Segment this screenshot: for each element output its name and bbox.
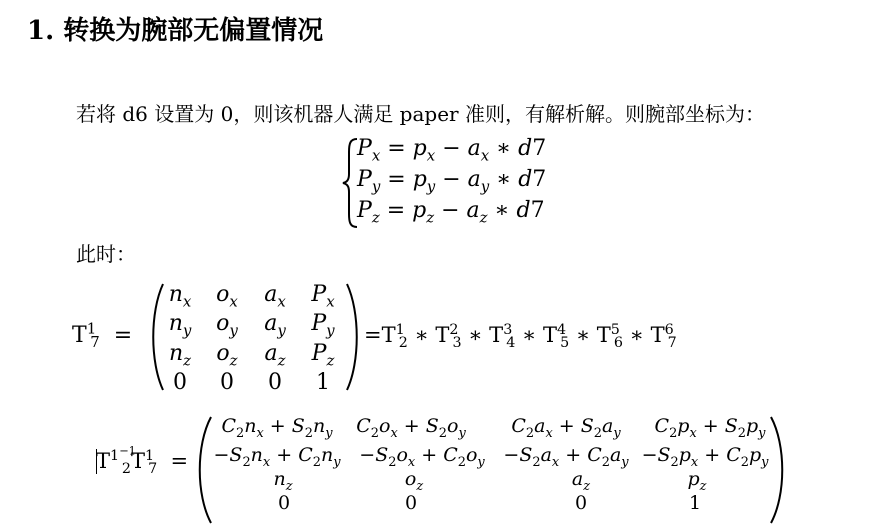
matrix2-cell: $-S_2n_x + C_2n_y$ (213, 444, 341, 470)
matrix1-left-paren (148, 282, 166, 392)
section-heading: 1. 转换为腕部无偏置情况 (27, 16, 324, 46)
matrix1-cell: $o_y$ (216, 311, 238, 340)
matrix1-right-paren (344, 282, 362, 392)
equation-px: $P_x = p_x - a_x$ ∗ d7 (357, 136, 547, 165)
product-expression: $=T^1_2$ ∗ $T^2_3$ ∗ $T^3_4$ ∗ $T^4_5$ ∗ $T^5_6$ ∗ $T^6_7$ (364, 322, 677, 352)
now-label: 此时： (76, 242, 136, 266)
intro-paragraph: 若将 d6 设置为 0，则该机器人满足 paper 准则，有解析解。则腕部坐标为： (76, 102, 765, 126)
matrix2-cell: 1 (688, 492, 702, 514)
matrix1-cell: $o_z$ (216, 341, 238, 370)
matrix1-cell: 1 (316, 370, 330, 395)
matrix1-cell: $P_x$ (311, 282, 335, 311)
matrix2-cell: 0 (277, 492, 291, 514)
matrix2-cell: $C_2o_x + S_2o_y$ (356, 415, 466, 441)
matrix2-cell: $C_2a_x + S_2a_y$ (511, 415, 621, 441)
matrix2-cell: $C_2p_x + S_2p_y$ (654, 415, 766, 441)
matrix2-cell: $-S_2p_x + C_2p_y$ (641, 444, 769, 470)
matrix1-cell: $a_x$ (264, 282, 286, 311)
matrix1-cell: $o_x$ (216, 282, 238, 311)
matrix1-cell: $n_x$ (168, 282, 192, 311)
matrix1-cell: 0 (173, 370, 187, 395)
matrix1-cell: $P_z$ (311, 341, 335, 370)
matrix2-cell: $o_z$ (404, 468, 424, 494)
matrix2-cell: $p_z$ (687, 468, 707, 494)
matrix2-cell: $a_z$ (571, 468, 591, 494)
matrix2-cell: $C_2n_x + S_2n_y$ (221, 415, 333, 441)
matrix1-cell: $a_y$ (264, 311, 286, 340)
t71-lhs: $T^1_7$ = (72, 319, 133, 352)
matrix1-cell: 0 (220, 370, 234, 395)
matrix2-cell: $-S_2o_x + C_2o_y$ (359, 444, 485, 470)
matrix1-cell: $P_y$ (311, 311, 335, 340)
matrix2-left-paren (194, 415, 214, 525)
matrix2-cell: $-S_2a_x + C_2a_y$ (503, 444, 629, 470)
matrix1-cell: $n_z$ (168, 341, 192, 370)
inverse-product-lhs: $T^{1^{-1}}_2T^1_7$ = (96, 443, 189, 478)
equation-pz: $P_z = p_z - a_z$ ∗ d7 (357, 198, 545, 227)
matrix1-cell: $n_y$ (168, 311, 192, 340)
matrix2-right-paren (768, 415, 788, 525)
matrix1-cell: $a_z$ (264, 341, 286, 370)
matrix2-cell: 0 (574, 492, 588, 514)
matrix2-cell: 0 (404, 492, 418, 514)
matrix1-cell: 0 (268, 370, 282, 395)
equation-py: $P_y = p_y - a_y$ ∗ d7 (357, 167, 547, 196)
matrix2-cell: $n_z$ (273, 468, 293, 494)
